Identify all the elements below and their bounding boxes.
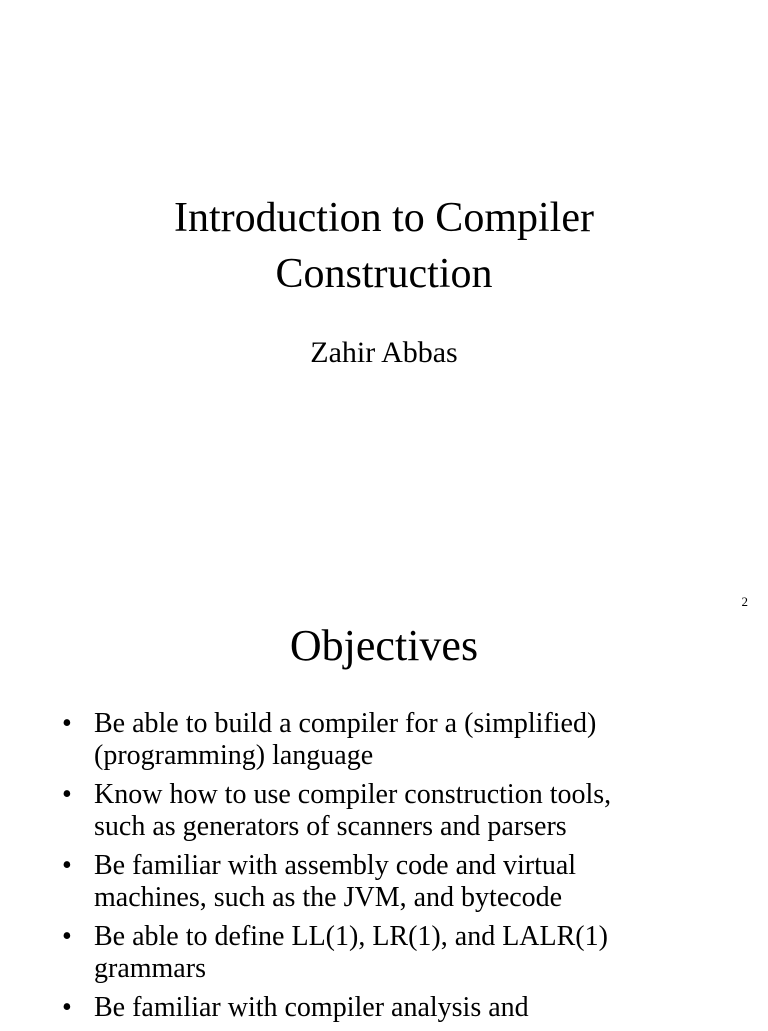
slide-heading: Objectives — [289, 621, 479, 670]
page-number: 2 — [741, 594, 748, 609]
bullet-item — [62, 921, 702, 985]
bullet-icon: • — [62, 992, 72, 1023]
slide-title-line: Construction — [275, 251, 493, 297]
bullet-text: Know how to use compiler construction tools, — [94, 779, 612, 810]
bullet-icon: • — [62, 708, 72, 739]
bullet-item — [62, 779, 702, 843]
slide-title-line: Introduction to Compiler — [174, 195, 594, 241]
objectives-slide — [0, 590, 768, 1024]
bullet-list — [62, 708, 702, 1031]
bullet-text: such as generators of scanners and parsers — [94, 811, 567, 842]
bullet-item — [62, 708, 702, 772]
author-name: Zahir Abbas — [310, 336, 458, 369]
bullet-text: Be familiar with assembly code and virtual — [94, 850, 577, 881]
bullet-icon: • — [62, 921, 72, 952]
bullet-text: machines, such as the JVM, and bytecode — [94, 882, 563, 913]
bullet-text: Be able to build a compiler for a (simplified) — [94, 708, 597, 739]
bullet-icon: • — [62, 779, 72, 810]
bullet-text: Be familiar with compiler analysis and — [94, 992, 529, 1023]
bullet-item — [62, 992, 702, 1024]
bullet-icon: • — [62, 850, 72, 881]
slide-title — [0, 190, 768, 302]
bullet-item — [62, 850, 702, 914]
bullet-text: grammars — [94, 953, 206, 984]
bullet-text: Be able to define LL(1), LR(1), and LALR(1) — [94, 921, 608, 952]
bullet-text: (programming) language — [94, 740, 374, 771]
